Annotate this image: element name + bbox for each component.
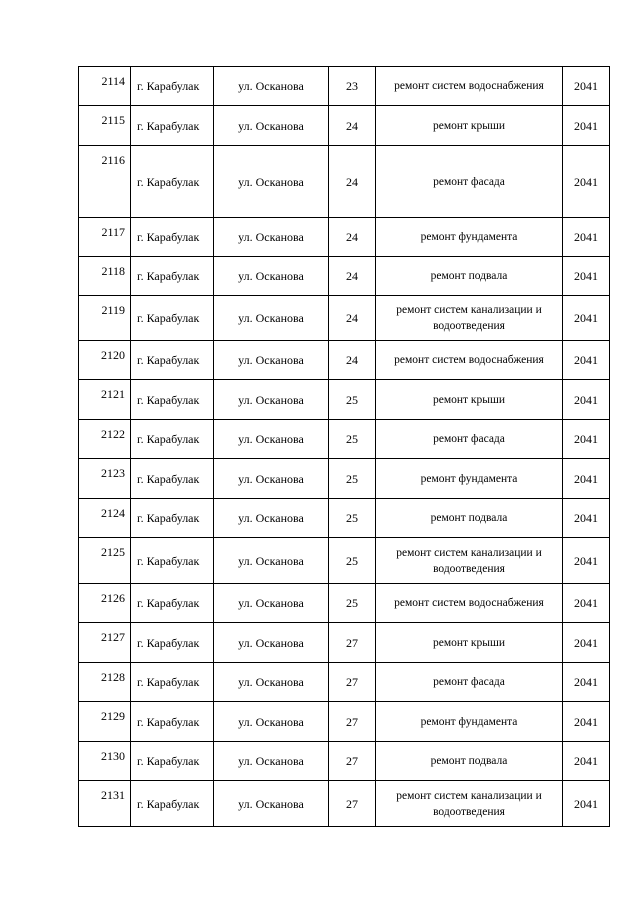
year-cell: 2041 xyxy=(563,106,610,146)
house-number-cell: 25 xyxy=(329,380,376,420)
work-type-cell: ремонт фасада xyxy=(376,420,563,459)
row-number: 2130 xyxy=(79,742,131,781)
house-number-cell: 24 xyxy=(329,257,376,296)
house-number-cell: 25 xyxy=(329,420,376,459)
table-row xyxy=(79,459,610,499)
street-cell: ул. Осканова xyxy=(214,218,329,257)
row-number: 2125 xyxy=(79,538,131,584)
house-number-cell: 23 xyxy=(329,67,376,106)
year-cell: 2041 xyxy=(563,218,610,257)
house-number-cell: 27 xyxy=(329,663,376,702)
work-type-cell: ремонт фасада xyxy=(376,663,563,702)
work-type-cell: ремонт фундамента xyxy=(376,218,563,257)
row-number: 2126 xyxy=(79,584,131,623)
table-row xyxy=(79,663,610,702)
row-number: 2128 xyxy=(79,663,131,702)
house-number-cell: 24 xyxy=(329,341,376,380)
year-cell: 2041 xyxy=(563,459,610,499)
house-number-cell: 24 xyxy=(329,296,376,341)
table-row xyxy=(79,341,610,380)
year-cell: 2041 xyxy=(563,420,610,459)
table-row xyxy=(79,420,610,459)
row-number: 2120 xyxy=(79,341,131,380)
house-number-cell: 25 xyxy=(329,499,376,538)
year-cell: 2041 xyxy=(563,742,610,781)
year-cell: 2041 xyxy=(563,257,610,296)
row-number: 2129 xyxy=(79,702,131,742)
city-cell: г. Карабулак xyxy=(131,742,214,781)
year-cell: 2041 xyxy=(563,341,610,380)
street-cell: ул. Осканова xyxy=(214,584,329,623)
work-type-cell: ремонт фундамента xyxy=(376,459,563,499)
city-cell: г. Карабулак xyxy=(131,663,214,702)
table-body xyxy=(79,67,610,827)
table-row xyxy=(79,781,610,827)
year-cell: 2041 xyxy=(563,538,610,584)
city-cell: г. Карабулак xyxy=(131,420,214,459)
row-number: 2117 xyxy=(79,218,131,257)
city-cell: г. Карабулак xyxy=(131,296,214,341)
table-row xyxy=(79,499,610,538)
row-number: 2116 xyxy=(79,146,131,218)
street-cell: ул. Осканова xyxy=(214,781,329,827)
house-number-cell: 24 xyxy=(329,146,376,218)
work-type-cell: ремонт систем канализации и водоотведения xyxy=(376,781,563,827)
street-cell: ул. Осканова xyxy=(214,380,329,420)
row-number: 2123 xyxy=(79,459,131,499)
work-type-cell: ремонт систем канализации и водоотведения xyxy=(376,538,563,584)
city-cell: г. Карабулак xyxy=(131,341,214,380)
year-cell: 2041 xyxy=(563,623,610,663)
street-cell: ул. Осканова xyxy=(214,67,329,106)
city-cell: г. Карабулак xyxy=(131,538,214,584)
street-cell: ул. Осканова xyxy=(214,742,329,781)
house-number-cell: 25 xyxy=(329,538,376,584)
repair-schedule-table xyxy=(78,66,610,827)
year-cell: 2041 xyxy=(563,380,610,420)
table-row xyxy=(79,146,610,218)
year-cell: 2041 xyxy=(563,663,610,702)
street-cell: ул. Осканова xyxy=(214,499,329,538)
city-cell: г. Карабулак xyxy=(131,702,214,742)
row-number: 2121 xyxy=(79,380,131,420)
street-cell: ул. Осканова xyxy=(214,257,329,296)
work-type-cell: ремонт подвала xyxy=(376,499,563,538)
street-cell: ул. Осканова xyxy=(214,538,329,584)
year-cell: 2041 xyxy=(563,146,610,218)
street-cell: ул. Осканова xyxy=(214,702,329,742)
city-cell: г. Карабулак xyxy=(131,499,214,538)
table-row xyxy=(79,218,610,257)
table-row xyxy=(79,538,610,584)
street-cell: ул. Осканова xyxy=(214,296,329,341)
street-cell: ул. Осканова xyxy=(214,663,329,702)
work-type-cell: ремонт систем водоснабжения xyxy=(376,584,563,623)
work-type-cell: ремонт подвала xyxy=(376,257,563,296)
work-type-cell: ремонт подвала xyxy=(376,742,563,781)
year-cell: 2041 xyxy=(563,296,610,341)
city-cell: г. Карабулак xyxy=(131,67,214,106)
work-type-cell: ремонт систем водоснабжения xyxy=(376,341,563,380)
house-number-cell: 24 xyxy=(329,218,376,257)
city-cell: г. Карабулак xyxy=(131,781,214,827)
work-type-cell: ремонт крыши xyxy=(376,623,563,663)
row-number: 2131 xyxy=(79,781,131,827)
year-cell: 2041 xyxy=(563,584,610,623)
table-row xyxy=(79,380,610,420)
table-row xyxy=(79,742,610,781)
table-row xyxy=(79,623,610,663)
house-number-cell: 24 xyxy=(329,106,376,146)
row-number: 2118 xyxy=(79,257,131,296)
row-number: 2122 xyxy=(79,420,131,459)
house-number-cell: 27 xyxy=(329,702,376,742)
work-type-cell: ремонт крыши xyxy=(376,380,563,420)
city-cell: г. Карабулак xyxy=(131,459,214,499)
year-cell: 2041 xyxy=(563,781,610,827)
street-cell: ул. Осканова xyxy=(214,623,329,663)
city-cell: г. Карабулак xyxy=(131,257,214,296)
house-number-cell: 27 xyxy=(329,781,376,827)
city-cell: г. Карабулак xyxy=(131,584,214,623)
row-number: 2119 xyxy=(79,296,131,341)
year-cell: 2041 xyxy=(563,702,610,742)
city-cell: г. Карабулак xyxy=(131,146,214,218)
city-cell: г. Карабулак xyxy=(131,380,214,420)
street-cell: ул. Осканова xyxy=(214,106,329,146)
table-row xyxy=(79,296,610,341)
city-cell: г. Карабулак xyxy=(131,106,214,146)
table-row xyxy=(79,702,610,742)
house-number-cell: 25 xyxy=(329,459,376,499)
city-cell: г. Карабулак xyxy=(131,623,214,663)
work-type-cell: ремонт систем канализации и водоотведения xyxy=(376,296,563,341)
year-cell: 2041 xyxy=(563,499,610,538)
work-type-cell: ремонт крыши xyxy=(376,106,563,146)
row-number: 2114 xyxy=(79,67,131,106)
work-type-cell: ремонт фундамента xyxy=(376,702,563,742)
work-type-cell: ремонт фасада xyxy=(376,146,563,218)
street-cell: ул. Осканова xyxy=(214,341,329,380)
table-row xyxy=(79,584,610,623)
house-number-cell: 27 xyxy=(329,623,376,663)
house-number-cell: 27 xyxy=(329,742,376,781)
table-row xyxy=(79,106,610,146)
street-cell: ул. Осканова xyxy=(214,146,329,218)
row-number: 2127 xyxy=(79,623,131,663)
table-row xyxy=(79,67,610,106)
house-number-cell: 25 xyxy=(329,584,376,623)
street-cell: ул. Осканова xyxy=(214,459,329,499)
work-type-cell: ремонт систем водоснабжения xyxy=(376,67,563,106)
year-cell: 2041 xyxy=(563,67,610,106)
city-cell: г. Карабулак xyxy=(131,218,214,257)
row-number: 2115 xyxy=(79,106,131,146)
street-cell: ул. Осканова xyxy=(214,420,329,459)
row-number: 2124 xyxy=(79,499,131,538)
table-row xyxy=(79,257,610,296)
